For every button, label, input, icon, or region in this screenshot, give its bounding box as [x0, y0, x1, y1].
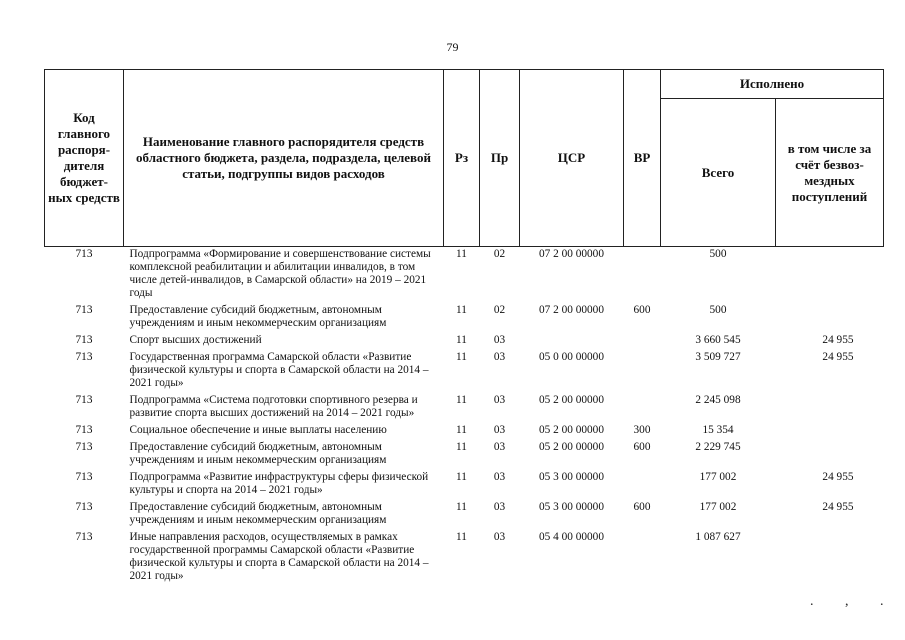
header-vr: ВР	[624, 70, 661, 247]
cell-csr	[520, 333, 624, 350]
cell-free	[776, 303, 884, 333]
cell-name: Спорт высших достижений	[129, 334, 262, 346]
cell-free: 24 955	[822, 471, 854, 483]
cell-name: Предоставление субсидий бюджетным, автономным учреждениям и иным некоммерческим организациям	[129, 441, 387, 466]
cell-code: 713	[75, 501, 93, 513]
cell-name: Государственная программа Самарской области «Развитие физической культуры и спорта в Самарской области на 2014 – 2021 годы»	[129, 351, 429, 389]
cell-rz: 11	[456, 334, 467, 346]
table-row	[45, 333, 884, 350]
cell-vr	[624, 393, 661, 423]
cell-rz: 11	[456, 248, 467, 260]
header-executed: Исполнено	[661, 70, 884, 99]
cell-rz: 11	[456, 351, 467, 363]
cell-total: 500	[709, 304, 727, 316]
cell-free	[776, 530, 884, 586]
cell-free: 24 955	[822, 501, 854, 513]
cell-free	[776, 247, 884, 304]
table-row	[45, 303, 884, 333]
cell-pr: 03	[493, 501, 506, 513]
cell-csr: 05 2 00 00000	[539, 394, 604, 406]
table-row	[45, 530, 884, 586]
cell-rz: 11	[456, 531, 467, 543]
cell-free	[776, 440, 884, 470]
cell-total: 3 660 545	[695, 334, 741, 346]
header-free: в том числе за счёт безвоз-мездных поступлений	[776, 99, 884, 247]
cell-name: Предоставление субсидий бюджетным, автономным учреждениям и иным некоммерческим организациям	[129, 501, 387, 526]
cell-pr: 03	[493, 394, 506, 406]
cell-name: Подпрограмма «Система подготовки спортивного резерва и развитие спорта высших достижений на 2014 – 2021 годы»	[129, 394, 418, 419]
cell-vr: 300	[633, 424, 651, 436]
cell-total: 3 509 727	[695, 351, 741, 363]
cell-name: Подпрограмма «Развитие инфраструктуры сферы физической культуры и спорта на 2014 – 2021 годы»	[129, 471, 429, 496]
table-row	[45, 500, 884, 530]
cell-rz: 11	[456, 441, 467, 453]
cell-total: 2 229 745	[695, 441, 741, 453]
budget-table	[44, 69, 884, 586]
cell-vr: 600	[633, 441, 651, 453]
cell-vr: 600	[633, 304, 651, 316]
cell-csr: 07 2 00 00000	[539, 304, 604, 316]
header-total: Всего	[661, 99, 776, 247]
cell-csr: 05 2 00 00000	[539, 441, 604, 453]
header-rz: Рз	[444, 70, 480, 247]
cell-code: 713	[75, 441, 93, 453]
cell-total: 500	[709, 248, 727, 260]
cell-free: 24 955	[822, 351, 854, 363]
cell-code: 713	[75, 334, 93, 346]
cell-vr	[624, 333, 661, 350]
table-row	[45, 247, 884, 304]
table-row	[45, 393, 884, 423]
cell-code: 713	[75, 304, 93, 316]
header-name: Наименование главного распорядителя средств областного бюджета, раздела, подраздела, целевой статьи, подгруппы видов расходов	[124, 70, 444, 247]
cell-code: 713	[75, 248, 93, 260]
cell-pr: 03	[493, 351, 506, 363]
cell-free	[776, 423, 884, 440]
cell-vr	[624, 530, 661, 586]
cell-code: 713	[75, 531, 93, 543]
cell-pr: 03	[493, 334, 506, 346]
table-row	[45, 350, 884, 393]
table-body	[45, 247, 884, 587]
cell-csr: 07 2 00 00000	[539, 248, 604, 260]
header-code: Код главного распоря-дителя бюджет-ных средств	[45, 70, 124, 247]
cell-rz: 11	[456, 501, 467, 513]
cell-name: Подпрограмма «Формирование и совершенствование системы комплексной реабилитации и абилитации инвалидов, в том числе детей-инвалидов, в Самарской области» на 2019 – 2021 годы	[129, 248, 431, 299]
table-header	[45, 70, 884, 247]
page-number: 79	[446, 40, 459, 54]
cell-pr: 03	[493, 531, 506, 543]
cell-csr: 05 4 00 00000	[539, 531, 604, 543]
cell-rz: 11	[456, 471, 467, 483]
cell-name: Предоставление субсидий бюджетным, автономным учреждениям и иным некоммерческим организациям	[129, 304, 387, 329]
cell-csr: 05 2 00 00000	[539, 424, 604, 436]
cell-code: 713	[75, 394, 93, 406]
cell-vr	[624, 350, 661, 393]
cell-csr: 05 3 00 00000	[539, 501, 604, 513]
cell-total: 177 002	[699, 501, 737, 513]
cell-rz: 11	[456, 394, 467, 406]
cell-total: 15 354	[702, 424, 734, 436]
cell-pr: 03	[493, 441, 506, 453]
cell-vr	[624, 470, 661, 500]
cell-name: Иные направления расходов, осуществляемых в рамках государственной программы Самарской области «Развитие физической культуры и спорта в Самарской области на 2014 – 2021 годы»	[129, 531, 429, 582]
cell-free: 24 955	[822, 334, 854, 346]
table-row	[45, 440, 884, 470]
cell-csr: 05 3 00 00000	[539, 471, 604, 483]
cell-vr	[624, 247, 661, 304]
cell-pr: 02	[493, 304, 506, 316]
cell-vr: 600	[633, 501, 651, 513]
cell-name: Социальное обеспечение и иные выплаты населению	[129, 424, 387, 436]
scan-dots-decoration: . , .	[810, 594, 898, 609]
cell-code: 713	[75, 424, 93, 436]
table-row	[45, 423, 884, 440]
cell-pr: 03	[493, 471, 506, 483]
cell-free	[776, 393, 884, 423]
header-pr: Пр	[480, 70, 520, 247]
cell-pr: 02	[493, 248, 506, 260]
cell-code: 713	[75, 351, 93, 363]
cell-csr: 05 0 00 00000	[539, 351, 604, 363]
cell-total: 2 245 098	[695, 394, 741, 406]
table-row	[45, 470, 884, 500]
cell-code: 713	[75, 471, 93, 483]
header-csr: ЦСР	[520, 70, 624, 247]
budget-table-container	[44, 69, 883, 586]
cell-rz: 11	[456, 424, 467, 436]
cell-total: 1 087 627	[695, 531, 741, 543]
cell-total: 177 002	[699, 471, 737, 483]
cell-rz: 11	[456, 304, 467, 316]
cell-pr: 03	[493, 424, 506, 436]
